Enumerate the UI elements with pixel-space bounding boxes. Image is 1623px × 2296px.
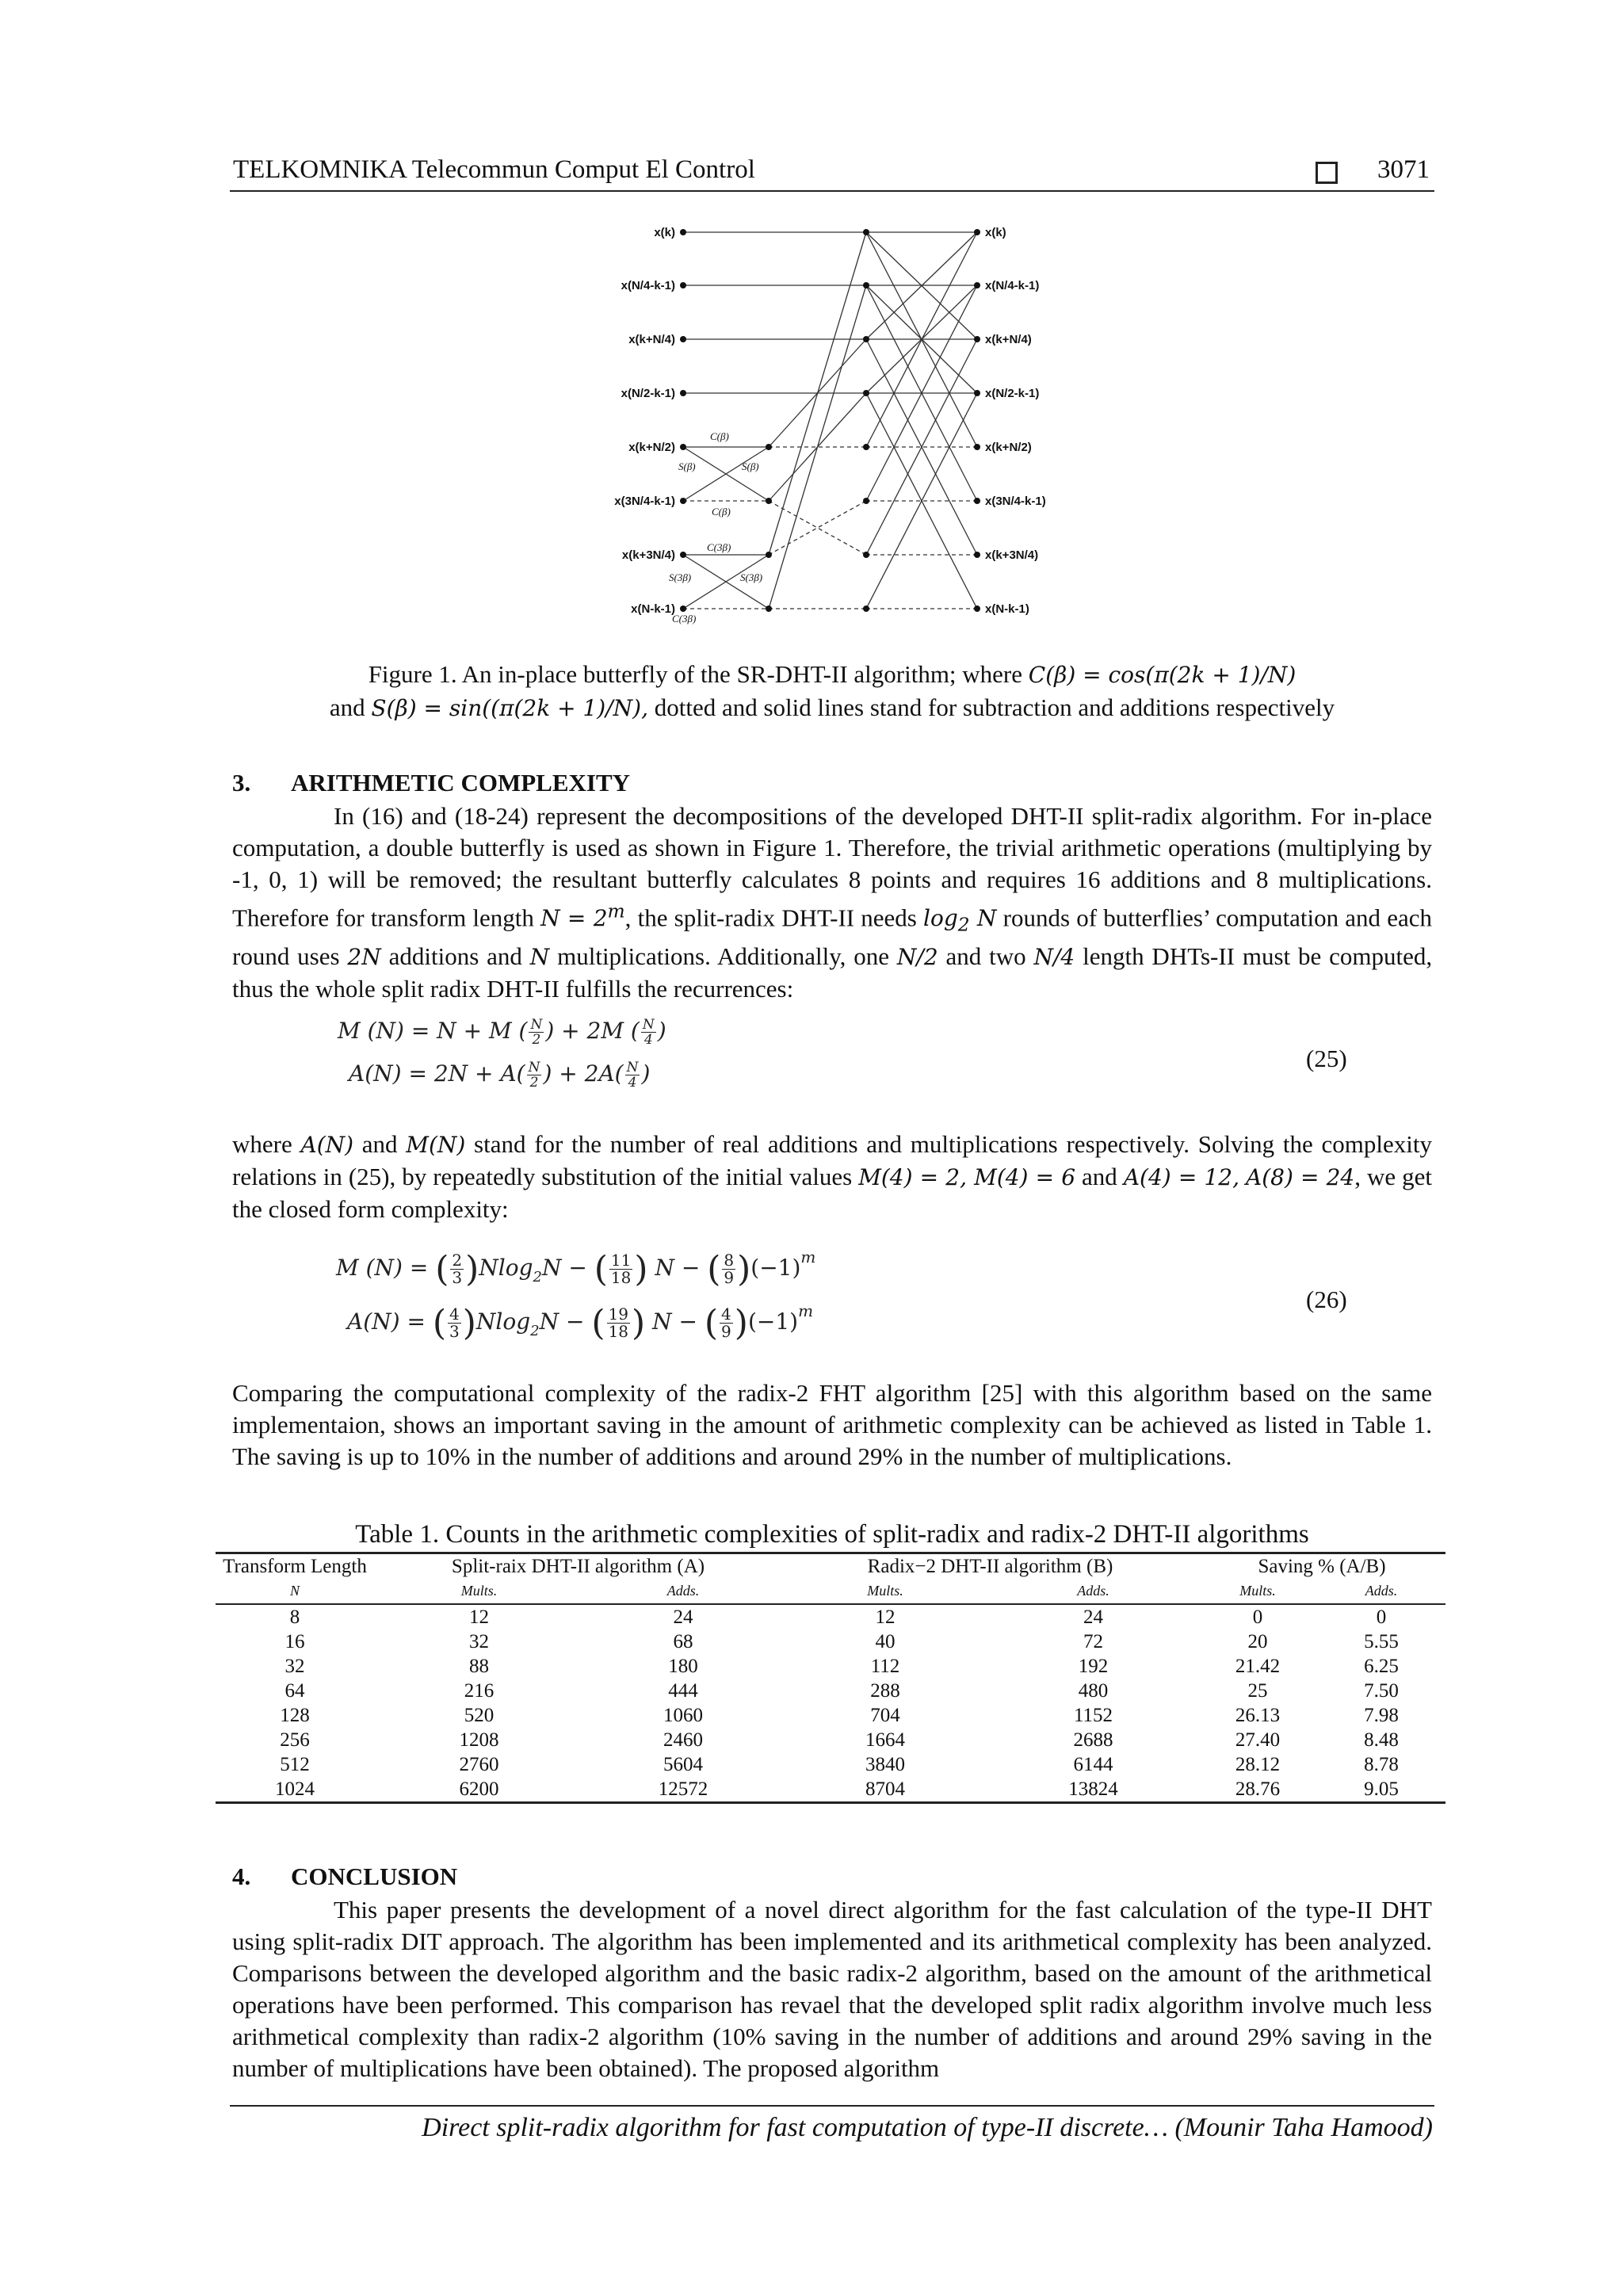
table-cell: 7.50: [1364, 1680, 1399, 1702]
header-radix-2: Radix−2 DHT-II algorithm (B): [782, 1553, 1198, 1580]
output-label: x(k+3N/4): [985, 548, 1039, 562]
table-cell: 13824: [988, 1777, 1198, 1803]
coef-s-3beta-left: S(3β): [669, 571, 692, 583]
butterfly-diagram: [586, 214, 1078, 642]
input-label: x(k): [654, 226, 675, 239]
table-cell: 6200: [374, 1777, 584, 1803]
coef-s-beta-right: S(β): [742, 460, 759, 472]
butterfly-node: [974, 444, 980, 450]
output-labels: [985, 226, 1046, 616]
journal-title: TELKOMNIKA Telecommun Comput El Control: [233, 155, 755, 184]
section-3-paragraph-1: In (16) and (18-24) represent the decompositions of the developed DHT-II split-radix algorithm. For in-place computation, a double butterfly is used as shown in Figure 1. Therefore, the trivial arithmetic operations (multiplying by -1, 0, 1) will be removed; the resultant butterfly calculates 8 points and requires 16 additions and 8 multiplications. Therefore for transform length $N = 2^m$, the split-radix DHT-II needs $\log_2 N$ rounds of butterflies’ computation and each round uses 2N additions and N multiplications. Additionally, one N/2 and two N/4 length DHTs-II must be computed, thus the whole split radix DHT-II fulfills the recurrences:: [232, 802, 1433, 1003]
table-cell: 128: [280, 1705, 310, 1726]
table-body: [216, 1604, 1445, 1803]
table-cell: 26.13: [1235, 1705, 1281, 1726]
table-cell: 1208: [459, 1729, 499, 1751]
butterfly-node: [766, 552, 772, 558]
table-cell: 12572: [584, 1777, 782, 1803]
butterfly-node: [974, 229, 980, 235]
table-row: [216, 1629, 1445, 1654]
section-4-heading: 4. CONCLUSION: [232, 1862, 458, 1890]
table-row: [216, 1728, 1445, 1752]
equation-26-number: (26): [1306, 1286, 1347, 1313]
butterfly-node: [680, 282, 686, 288]
butterfly-node: [974, 282, 980, 288]
coef-c-beta-top: C(β): [710, 430, 729, 442]
table-cell: 0: [1252, 1606, 1263, 1628]
table-cell: 8704: [782, 1777, 988, 1803]
coef-c-3beta-bottom: C(3β): [672, 613, 697, 625]
table-cell: 24: [1083, 1606, 1103, 1628]
input-label: x(N/4-k-1): [621, 279, 675, 292]
table-cell: 24: [673, 1606, 693, 1628]
table-cell: 88: [469, 1656, 489, 1677]
butterfly-node: [680, 444, 686, 450]
butterfly-node: [680, 390, 686, 396]
output-label: x(3N/4-k-1): [985, 495, 1046, 508]
coef-c-beta-bottom: C(β): [712, 506, 731, 518]
table-group-header-row: [216, 1553, 1445, 1580]
butterfly-node: [863, 444, 869, 450]
equation-25-number: (25): [1306, 1045, 1347, 1072]
table-cell: 288: [870, 1680, 900, 1702]
table-cell: 12: [469, 1606, 489, 1628]
table-sub-header-row: N Mults. Adds. Mults. Adds. Mults. Adds.: [216, 1579, 1445, 1604]
butterfly-node: [863, 606, 869, 612]
caption-equation-c: C(β) = cos(π(2k + 1)/N): [1028, 662, 1296, 688]
table-cell: 16: [285, 1631, 305, 1652]
equation-26-line-2: A(N) = ( $\frac{4}{3}$ )Nlog$_2$N − ( $\frac{19}{18}$ ) N − ( $\frac{4}{9}$ )$(-1)^m$: [347, 1301, 814, 1343]
table-cell: 32: [285, 1656, 305, 1677]
table-cell: 0: [1376, 1606, 1387, 1628]
input-label: x(N/2-k-1): [621, 387, 675, 400]
table-cell: 2760: [459, 1754, 499, 1775]
table-cell: 1060: [663, 1705, 703, 1726]
butterfly-node: [863, 336, 869, 342]
table-cell: 9.05: [1317, 1777, 1445, 1803]
butterfly-node: [680, 552, 686, 558]
output-label: x(N-k-1): [985, 602, 1029, 616]
table-row: [216, 1752, 1445, 1777]
output-label: x(N/4-k-1): [985, 279, 1040, 292]
equation-25-line-2: A(N) = 2N + A( $\frac{N}{2}$ ) + 2A( $\frac{N}{4}$ ): [349, 1060, 651, 1091]
table-cell: 5.55: [1364, 1631, 1399, 1652]
output-label: x(N/2-k-1): [985, 387, 1040, 400]
input-labels: [614, 226, 675, 616]
table-row: [216, 1604, 1445, 1629]
table-cell: 21.42: [1235, 1656, 1281, 1677]
butterfly-node: [863, 282, 869, 288]
butterfly-node: [863, 498, 869, 504]
section-3-heading: 3. ARITHMETIC COMPLEXITY: [232, 769, 631, 797]
coef-c-3beta-top: C(3β): [707, 541, 731, 553]
table-cell: 28.76: [1198, 1777, 1317, 1803]
table-cell: 256: [280, 1729, 310, 1751]
butterfly-node: [974, 552, 980, 558]
butterfly-node: [863, 390, 869, 396]
table-cell: 180: [668, 1656, 698, 1677]
table-row: [216, 1679, 1445, 1703]
coef-s-beta-left: S(β): [678, 460, 696, 472]
header-split-radix: Split-raix DHT-II algorithm (A): [374, 1553, 782, 1580]
table-cell: 32: [469, 1631, 489, 1652]
table-cell: 444: [668, 1680, 698, 1702]
table-row: [216, 1654, 1445, 1679]
checkbox-square-icon: [1316, 162, 1338, 184]
table-cell: 7.98: [1364, 1705, 1399, 1726]
table-cell: 704: [870, 1705, 900, 1726]
table-cell: 1664: [865, 1729, 905, 1751]
butterfly-node: [680, 229, 686, 235]
table-cell: 2688: [1073, 1729, 1113, 1751]
butterfly-node: [680, 606, 686, 612]
table-cell: 6.25: [1364, 1656, 1399, 1677]
table-cell: 192: [1078, 1656, 1109, 1677]
section-4-paragraph-1: This paper presents the development of a novel direct algorithm for the fast calculation of the type-II DHT using split-radix DIT approach. The algorithm has been implemented and its arithmetical complexity has been analyzed. Comparisons between the developed algorithm and the basic radix-2 algorithm, based on the amount of the arithmetical operations have been performed. This comparison has revael that the developed split radix algorithm involve much less arithmetical complexity than radix-2 algorithm (10% saving in the number of additions and around 29% saving in the number of multiplications have been obtained). The proposed algorithm: [232, 1896, 1432, 2082]
figure-caption-line1: Figure 1. An in-place butterfly of the SR-DHT-II algorithm; where C(β) = cos(π(2k + 1)/N): [368, 660, 1296, 688]
section-3-paragraph-2: where A(N) and M(N) stand for the number of real additions and multiplications respectively. Solving the complexity relations in (25), by repeatedly substitution of the initial values M(4) = 2, M(4) = 6 and A(4) = 12, A(8) = 24, we get the closed form complexity:: [232, 1130, 1433, 1223]
table-cell: 2460: [663, 1729, 703, 1751]
figure-caption-line2: and S(β) = sin((π(2k + 1)/N), dotted and solid lines stand for subtraction and additions respectively: [329, 693, 1335, 721]
table-cell: 8: [289, 1606, 300, 1628]
table-cell: 3840: [865, 1754, 905, 1775]
table-row: [216, 1703, 1445, 1728]
table-cell: 72: [1083, 1631, 1103, 1652]
table-cell: 12: [875, 1606, 896, 1628]
butterfly-node: [863, 229, 869, 235]
butterfly-node: [680, 498, 686, 504]
output-label: x(k+N/2): [985, 441, 1032, 454]
input-label: x(N-k-1): [631, 602, 675, 616]
butterfly-node: [766, 444, 772, 450]
output-label: x(k+N/4): [985, 333, 1032, 346]
table-cell: 64: [285, 1680, 305, 1702]
table-cell: 28.12: [1235, 1754, 1281, 1775]
equation-26-line-1: M (N) = ( $\frac{2}{3}$ )Nlog$_2$N − ( $\frac{11}{18}$ ) N − ( $\frac{8}{9}$ )$(-1)^m$: [336, 1247, 816, 1289]
table-cell: 27.40: [1235, 1729, 1281, 1751]
header-transform-length: Transform Length: [216, 1553, 374, 1580]
butterfly-node: [974, 390, 980, 396]
table-cell: 112: [870, 1656, 900, 1677]
table-cell: 5604: [663, 1754, 703, 1775]
butterfly-node: [680, 336, 686, 342]
butterfly-node: [974, 606, 980, 612]
table-cell: 1152: [1073, 1705, 1113, 1726]
table-row: [216, 1777, 1445, 1803]
table-cell: 25: [1247, 1680, 1268, 1702]
running-footer: [230, 2105, 1434, 2142]
butterfly-node: [766, 498, 772, 504]
table-cell: 520: [464, 1705, 495, 1726]
table-cell: 40: [875, 1631, 896, 1652]
section-3-paragraph-3: Comparing the computational complexity of the radix-2 FHT algorithm [25] with this algorithm based on the same implementaion, shows an important saving in the amount of arithmetic complexity can be achieved as listed in Table 1. The saving is up to 10% in the number of additions and around 29% in the number of multiplications.: [232, 1379, 1432, 1470]
table-cell: 8.78: [1364, 1754, 1399, 1775]
equation-25-line-1: M (N) = N + M ( $\frac{N}{2}$ ) + 2M ( $\frac{N}{4}$ ): [338, 1017, 666, 1048]
table-cell: 216: [464, 1680, 495, 1702]
table-cell: 20: [1247, 1631, 1268, 1652]
input-label: x(k+3N/4): [621, 548, 675, 562]
input-label: x(k+N/2): [628, 441, 675, 454]
input-label: x(3N/4-k-1): [614, 495, 675, 508]
coef-s-3beta-right: S(3β): [740, 571, 763, 583]
running-header: [230, 155, 1434, 192]
table-cell: 1024: [216, 1777, 374, 1803]
footer-text: Direct split-radix algorithm for fast computation of type-II discrete… (Mounir Taha Hamood): [422, 2113, 1433, 2142]
caption-equation-s: S(β) = sin((π(2k + 1)/N),: [371, 695, 648, 721]
table-cell: 6144: [1073, 1754, 1113, 1775]
input-label: x(k+N/4): [628, 333, 675, 346]
butterfly-node: [766, 606, 772, 612]
table-cell: 480: [1078, 1680, 1109, 1702]
complexity-table: [216, 1552, 1445, 1804]
table-cell: 512: [280, 1754, 310, 1775]
table-cell: 68: [673, 1631, 693, 1652]
page-number: 3071: [1377, 155, 1430, 184]
output-label: x(k): [985, 226, 1006, 239]
butterfly-node: [974, 336, 980, 342]
butterfly-node: [863, 552, 869, 558]
header-saving: Saving % (A/B): [1198, 1553, 1445, 1580]
table-cell: 8.48: [1364, 1729, 1399, 1751]
butterfly-node: [974, 498, 980, 504]
table-caption: Table 1. Counts in the arithmetic complexities of split-radix and radix-2 DHT-II algorithms: [355, 1520, 1309, 1549]
